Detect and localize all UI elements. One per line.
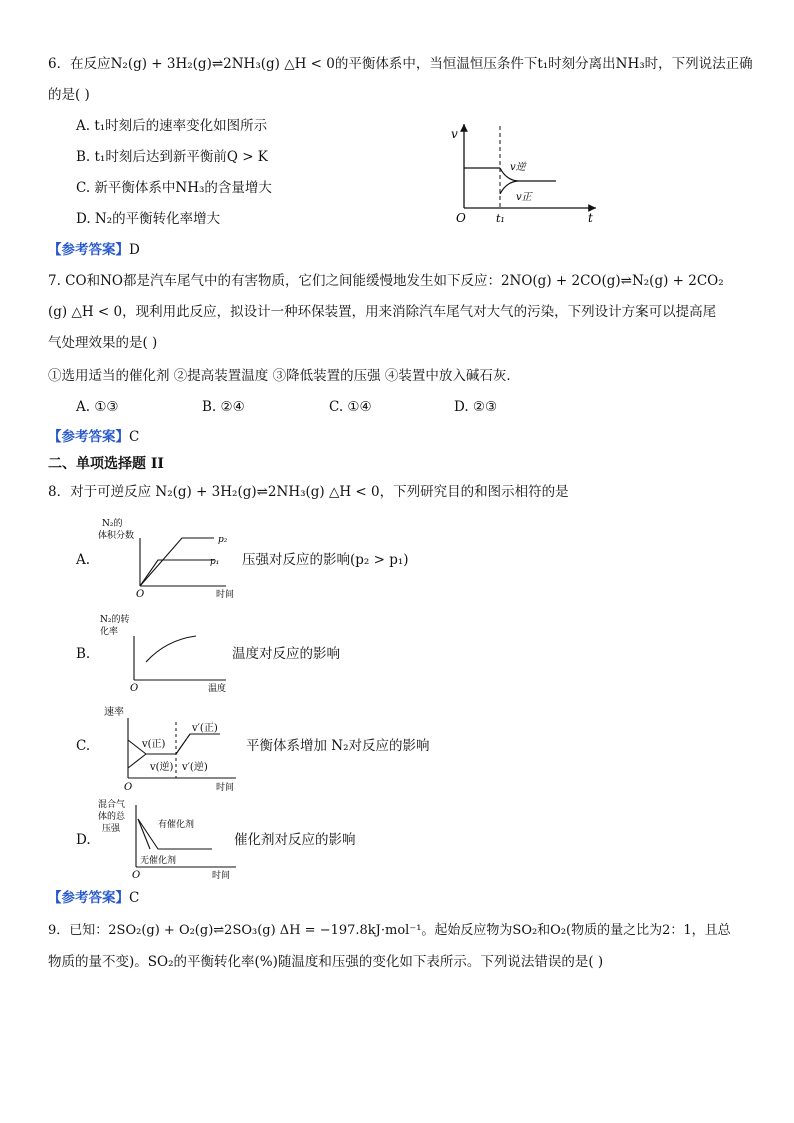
q9-stem-line2: 物质的量不变)。SO₂的平衡转化率(%)随温度和压强的变化如下表所示。下列说法错误的是( ) <box>48 954 604 970</box>
q9-ratio: 2：1 <box>662 923 692 938</box>
x-axis-label: 时间 <box>212 871 231 881</box>
q7-option-c: C. ①④ <box>329 399 372 415</box>
y-axis-label: 速率 <box>104 707 124 718</box>
x-axis-label: t <box>588 211 593 225</box>
q6-option-d: D. N₂的平衡转化率增大 <box>76 211 221 227</box>
v-reverse-curve <box>500 168 556 181</box>
q8-c-figure <box>96 702 246 794</box>
answer-value: D <box>129 242 140 258</box>
v-reverse-curve <box>128 754 146 768</box>
q6-option-a: A. t₁时刻后的速率变化如图所示 <box>76 118 268 134</box>
y-axis-label-2: 体的总 <box>98 812 126 822</box>
q8-option-a-letter: A. <box>76 552 91 568</box>
q7-option-b: B. ②④ <box>202 399 245 415</box>
q8-a-figure <box>96 516 246 602</box>
q7-option-d: D. ②③ <box>454 399 498 415</box>
q6-stem-line2: 的是( ) <box>48 87 90 103</box>
v-forward-label: v正 <box>516 192 532 203</box>
q8-d-figure <box>96 797 246 883</box>
v-reverse-label: v逆 <box>510 162 526 173</box>
origin-label: O <box>124 782 133 793</box>
q7-answer <box>48 427 139 447</box>
q6-rate-figure <box>448 118 608 228</box>
y-axis-label-3: 压强 <box>102 824 121 834</box>
q9-stem-line1 <box>48 921 731 941</box>
q7-stem-line1: 7. CO和NO都是汽车尾气中的有害物质，它们之间能缓慢地发生如下反应：2NO(g) + 2CO(g)⇌N₂(g) + 2CO₂ <box>48 273 724 289</box>
v-reverse-label: v(逆) <box>150 762 174 773</box>
q8-option-b-desc: 温度对反应的影响 <box>232 646 340 662</box>
v-forward-label: v(正) <box>142 739 166 750</box>
y-axis-label-1: N₂的转 <box>100 615 130 625</box>
q9-stem-part2: ，且总 <box>691 923 731 938</box>
y-axis-label-2: 体积分数 <box>98 531 135 541</box>
origin-label: O <box>456 211 466 225</box>
q8-option-a-desc: 压强对反应的影响(p₂ > p₁) <box>242 552 409 568</box>
y-axis-label-1: 混合气 <box>98 800 126 810</box>
x-axis-label: 时间 <box>216 590 235 600</box>
q7-choices: ①选用适当的催化剂 ②提高装置温度 ③降低装置的压强 ④装置中放入碱石灰． <box>48 368 520 384</box>
y-axis-label-2: 化率 <box>100 627 119 637</box>
q6-option-b: B. t₁时刻后达到新平衡前Q > K <box>76 149 268 165</box>
answer-label: 【参考答案】 <box>48 890 129 906</box>
q8-option-d-letter: D. <box>76 832 91 848</box>
p1-label: p₁ <box>210 557 220 567</box>
q6-answer <box>48 240 140 260</box>
origin-label: O <box>136 589 145 600</box>
q6-stem-line1: 6．在反应N₂(g) + 3H₂(g)⇌2NH₃(g) △H < 0的平衡体系中，当恒温恒压条件下t₁时刻分离出NH₃时，下列说法正确 <box>48 56 753 72</box>
q8-option-c-desc: 平衡体系增加 N₂对反应的影响 <box>246 738 430 754</box>
p2-label: p₂ <box>218 535 228 545</box>
q8-option-b-letter: B. <box>76 646 91 662</box>
catalyst-label: 有催化剂 <box>158 820 195 830</box>
q7-stem-line2: (g) △H < 0，现利用此反应，拟设计一种环保装置，用来消除汽车尾气对大气的污染，下列设计方案可以提高尾 <box>48 304 717 320</box>
no-catalyst-label: 无催化剂 <box>140 856 177 866</box>
x-axis-label: 时间 <box>216 783 235 793</box>
y-axis-label-1: N₂的 <box>102 519 123 529</box>
y-axis-label: v <box>451 127 458 141</box>
answer-label: 【参考答案】 <box>48 429 129 445</box>
answer-value: C <box>129 429 140 445</box>
answer-value: C <box>129 890 140 906</box>
q6-option-c: C. 新平衡体系中NH₃的含量增大 <box>76 180 272 196</box>
q9-stem-part1: 9．已知：2SO₂(g) + O₂(g)⇌2SO₃(g) ΔH = −197.8kJ·mol⁻¹。起始反应物为SO₂和O₂(物质的量之比为 <box>48 923 663 938</box>
v-forward-new-label: v′(正) <box>192 723 218 734</box>
q8-answer <box>48 888 139 908</box>
conversion-curve <box>146 636 196 662</box>
q8-stem: 8．对于可逆反应 N₂(g) + 3H₂(g)⇌2NH₃(g) △H < 0，下列研究目的和图示相符的是 <box>48 484 569 500</box>
q7-option-a: A. ①③ <box>76 399 119 415</box>
p2-curve <box>140 538 214 586</box>
origin-label: O <box>132 870 141 881</box>
v-reverse-new-label: v′(逆) <box>182 762 208 773</box>
section-title: 二、单项选择题 II <box>48 456 164 472</box>
q8-option-c-letter: C. <box>76 738 91 754</box>
q8-option-d-desc: 催化剂对反应的影响 <box>234 832 356 848</box>
answer-label: 【参考答案】 <box>48 242 129 258</box>
origin-label: O <box>130 683 139 694</box>
q7-stem-line3: 气处理效果的是( ) <box>48 335 158 351</box>
t1-label: t₁ <box>496 212 505 225</box>
q8-b-figure <box>96 610 246 696</box>
x-axis-label: 温度 <box>208 684 227 694</box>
